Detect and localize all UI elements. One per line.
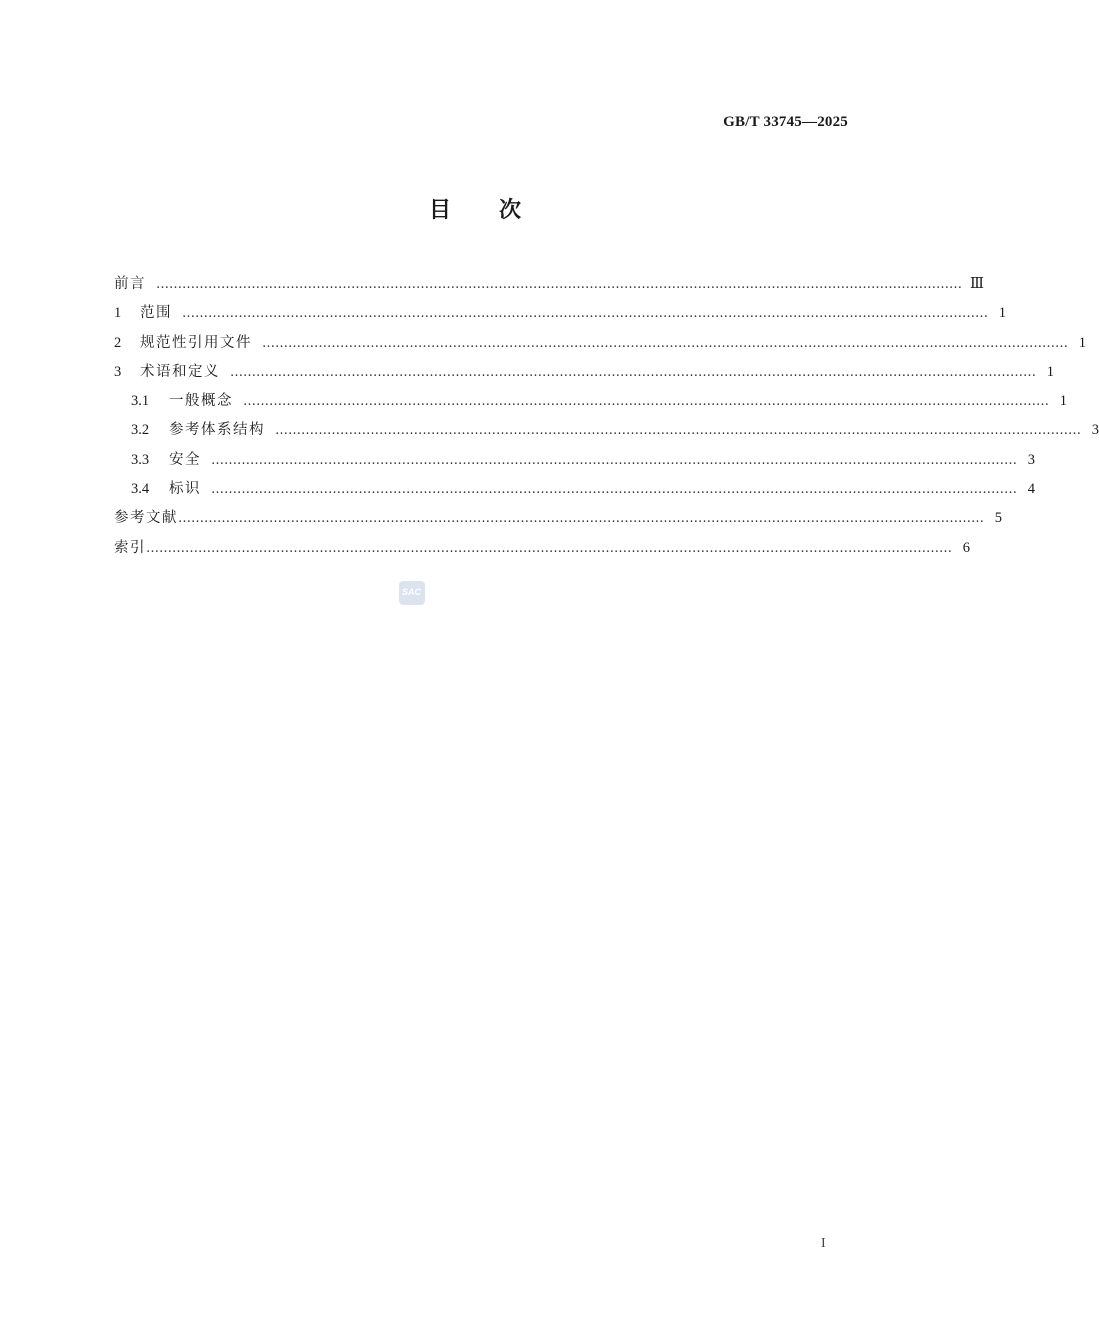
toc-entry-number: 3.2 (131, 422, 150, 439)
toc-entry-number: 1 (114, 305, 122, 322)
toc-entry-number: 3.3 (131, 451, 150, 468)
toc-leader-dots: …………………………………………………………………………………………………………………………………………………………………… (211, 452, 1017, 468)
toc-entry-label: 标识 (169, 481, 201, 498)
toc-entry-page: 1 (1078, 334, 1086, 351)
toc-entry-label: 一般概念 (169, 393, 233, 410)
toc-entry-security[interactable] (114, 448, 1035, 477)
toc-entry-label: 规范性引用文件 (140, 334, 252, 351)
toc-entry-number: 3 (114, 363, 122, 380)
toc-entry-normative-references[interactable] (114, 331, 1086, 360)
toc-entry-page: 1 (998, 305, 1006, 322)
toc-entry-label: 参考文献 (114, 510, 178, 527)
toc-entry-label: 索引 (114, 539, 146, 556)
toc-leader-dots: …………………………………………………………………………………………………………………………………………………………………… (182, 306, 988, 322)
toc-heading-char-2: 次 (499, 198, 522, 223)
toc-entry-page: Ⅲ (970, 276, 984, 292)
toc-entry-page: 3 (1091, 422, 1099, 439)
sac-watermark-text: SAC (402, 587, 422, 597)
table-of-contents (114, 272, 1099, 565)
toc-entry-label: 安全 (169, 451, 201, 468)
document-number: GB/T 33745—2025 (723, 114, 848, 130)
toc-entry-number: 3.4 (131, 481, 150, 498)
toc-entry-page: 1 (1059, 393, 1067, 410)
toc-leader-dots: …………………………………………………………………………………………………………………………………………………………………… (156, 277, 962, 292)
toc-entry-number: 2 (114, 334, 122, 351)
toc-entry-terms-definitions[interactable] (114, 360, 1054, 389)
toc-entry-bibliography[interactable] (114, 506, 1002, 535)
toc-entry-label: 参考体系结构 (169, 422, 265, 439)
toc-heading-char-1: 目 (428, 198, 451, 223)
toc-heading (0, 193, 950, 224)
toc-entry-page: 1 (1046, 363, 1054, 380)
toc-leader-dots: …………………………………………………………………………………………………………………………………………………………………… (230, 364, 1036, 380)
toc-entry-general-concepts[interactable] (114, 389, 1067, 418)
toc-entry-page: 5 (994, 510, 1002, 527)
toc-entry-foreword[interactable] (114, 272, 984, 301)
toc-leader-dots: …………………………………………………………………………………………………………………………………………………………………… (275, 423, 1081, 439)
toc-entry-page: 4 (1027, 481, 1035, 498)
toc-entry-page: 3 (1027, 451, 1035, 468)
page-number: I (821, 1236, 826, 1251)
toc-entry-label: 术语和定义 (140, 363, 220, 380)
toc-entry-reference-architecture[interactable] (114, 418, 1099, 447)
toc-leader-dots: …………………………………………………………………………………………………………………………………………………………………… (211, 482, 1017, 498)
toc-leader-dots: …………………………………………………………………………………………………………………………………………………………………… (178, 511, 984, 527)
toc-entry-scope[interactable] (114, 301, 1006, 330)
toc-leader-dots: …………………………………………………………………………………………………………………………………………………………………… (243, 394, 1049, 410)
sac-watermark-logo (399, 581, 425, 605)
toc-entry-identification[interactable] (114, 477, 1035, 506)
toc-leader-dots: …………………………………………………………………………………………………………………………………………………………………… (146, 540, 952, 556)
toc-entry-label: 范围 (140, 305, 172, 322)
toc-entry-page: 6 (962, 539, 970, 556)
toc-entry-number: 3.1 (131, 393, 150, 410)
toc-entry-label: 前言 (114, 276, 146, 292)
toc-entry-index[interactable] (114, 536, 970, 565)
toc-leader-dots: …………………………………………………………………………………………………………………………………………………………………… (262, 335, 1068, 351)
